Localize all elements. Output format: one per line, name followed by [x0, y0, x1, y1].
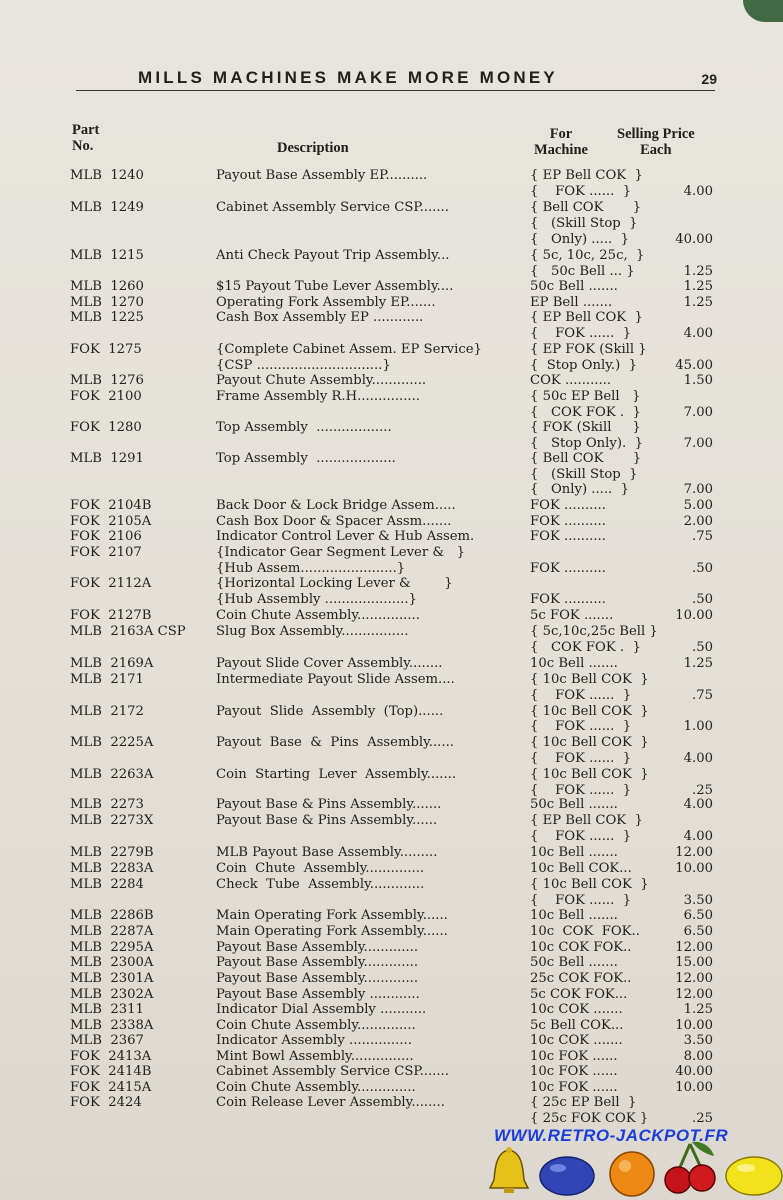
machine-type: FOK ..........: [530, 514, 606, 529]
part-number: MLB 2287A: [70, 924, 154, 939]
part-number: MLB 1270: [70, 295, 144, 310]
part-number: MLB 1215: [70, 248, 144, 263]
unit-price: .50: [692, 592, 713, 607]
machine-type: { Bell COK }: [530, 451, 642, 466]
machine-type: { 10c Bell COK }: [530, 704, 649, 719]
unit-price: .25: [692, 1111, 713, 1126]
part-number: MLB 1276: [70, 373, 144, 388]
part-number: MLB 2172: [70, 704, 144, 719]
part-number: FOK 2106: [70, 529, 142, 544]
part-number: FOK 2100: [70, 389, 142, 404]
unit-price: 5.00: [683, 498, 713, 513]
machine-type: { 10c Bell COK }: [530, 877, 649, 892]
unit-price: 12.00: [675, 940, 713, 955]
part-description: Payout Base Assembly.............: [216, 940, 419, 955]
machine-type: { 50c EP Bell }: [530, 389, 641, 404]
part-description: Payout Base Assembly EP..........: [216, 168, 428, 183]
machine-type: { 25c EP Bell }: [530, 1095, 637, 1110]
part-number: MLB 2263A: [70, 767, 154, 782]
part-number: MLB 2273X: [70, 813, 154, 828]
machine-type: 10c COK FOK..: [530, 924, 640, 939]
part-number: MLB 2171: [70, 672, 144, 687]
unit-price: 40.00: [675, 1064, 713, 1079]
machine-type: 10c Bell .......: [530, 845, 618, 860]
machine-type: { Stop Only). }: [530, 436, 643, 451]
part-number: FOK 1280: [70, 420, 142, 435]
part-description: Cabinet Assembly Service CSP.......: [216, 1064, 449, 1079]
machine-type: { 10c Bell COK }: [530, 735, 649, 750]
part-description: Cash Box Assembly EP ............: [216, 310, 424, 325]
part-number: MLB 2300A: [70, 955, 154, 970]
unit-price: 45.00: [675, 358, 713, 373]
unit-price: 6.50: [683, 924, 713, 939]
part-number: MLB 2284: [70, 877, 144, 892]
part-description: Payout Slide Cover Assembly........: [216, 656, 443, 671]
unit-price: .75: [692, 529, 713, 544]
machine-type: { 10c Bell COK }: [530, 767, 649, 782]
part-number: FOK 2107: [70, 545, 142, 560]
part-description: MLB Payout Base Assembly.........: [216, 845, 438, 860]
part-description: Payout Base & Pins Assembly......: [216, 735, 454, 750]
machine-type: { FOK ...... }: [530, 893, 632, 908]
machine-type: { FOK ...... }: [530, 326, 632, 341]
unit-price: 12.00: [675, 845, 713, 860]
machine-type: { Only) ..... }: [530, 482, 630, 497]
unit-price: 8.00: [683, 1049, 713, 1064]
part-description: Indicator Control Lever & Hub Assem.: [216, 529, 475, 544]
unit-price: 10.00: [675, 1018, 713, 1033]
unit-price: .50: [692, 561, 713, 576]
machine-type: { Stop Only.) }: [530, 358, 638, 373]
machine-type: { Only) ..... }: [530, 232, 630, 247]
column-header-description: Description: [277, 140, 349, 156]
part-number: MLB 1291: [70, 451, 144, 466]
unit-price: 4.00: [683, 797, 713, 812]
unit-price: 7.00: [683, 405, 713, 420]
part-number: MLB 2169A: [70, 656, 154, 671]
part-number: FOK 2105A: [70, 514, 152, 529]
machine-type: FOK ..........: [530, 498, 606, 513]
machine-type: { EP Bell COK }: [530, 813, 643, 828]
part-number: MLB 2311: [70, 1002, 144, 1017]
unit-price: 4.00: [683, 184, 713, 199]
part-number: MLB 1225: [70, 310, 144, 325]
machine-type: FOK ..........: [530, 529, 606, 544]
machine-type: 5c Bell COK...: [530, 1018, 624, 1033]
header-title: MILLS MACHINES MAKE MORE MONEY: [138, 68, 558, 87]
part-description: Main Operating Fork Assembly......: [216, 908, 448, 923]
machine-type: { COK FOK . }: [530, 640, 641, 655]
machine-type: 10c FOK ......: [530, 1080, 618, 1095]
machine-type: EP Bell .......: [530, 295, 613, 310]
machine-type: 25c COK FOK..: [530, 971, 632, 986]
unit-price: 3.50: [683, 893, 713, 908]
part-description: Frame Assembly R.H...............: [216, 389, 420, 404]
part-description: Cash Box Door & Spacer Assm.......: [216, 514, 452, 529]
part-description: Coin Chute Assembly...............: [216, 608, 420, 623]
unit-price: 12.00: [675, 971, 713, 986]
column-header-price: Selling Price Each: [617, 126, 695, 158]
machine-type: { COK FOK . }: [530, 405, 641, 420]
machine-type: { FOK ...... }: [530, 829, 632, 844]
machine-type: { (Skill Stop }: [530, 467, 638, 482]
machine-type: { FOK ...... }: [530, 184, 632, 199]
part-description: Mint Bowl Assembly...............: [216, 1049, 414, 1064]
part-description: {Horizontal Locking Lever & }: [216, 576, 453, 591]
machine-type: 10c FOK ......: [530, 1049, 618, 1064]
part-description: {Indicator Gear Segment Lever & }: [216, 545, 466, 560]
part-description: Payout Slide Assembly (Top)......: [216, 704, 444, 719]
part-number: MLB 2225A: [70, 735, 154, 750]
unit-price: 15.00: [675, 955, 713, 970]
machine-type: 50c Bell .......: [530, 955, 618, 970]
part-description: Operating Fork Assembly EP.......: [216, 295, 436, 310]
part-number: MLB 2163A CSP: [70, 624, 186, 639]
machine-type: FOK ..........: [530, 592, 606, 607]
page-number: 29: [701, 71, 717, 87]
machine-type: { 10c Bell COK }: [530, 672, 649, 687]
part-description: Coin Release Lever Assembly........: [216, 1095, 445, 1110]
part-description: Intermediate Payout Slide Assem....: [216, 672, 455, 687]
machine-type: 10c FOK ......: [530, 1064, 618, 1079]
bell-icon: [484, 1146, 534, 1198]
unit-price: 1.25: [683, 264, 713, 279]
part-description: {CSP ..............................}: [216, 358, 391, 373]
lemon-icon: [722, 1154, 783, 1198]
machine-type: { Bell COK }: [530, 200, 642, 215]
machine-type: { FOK ...... }: [530, 783, 632, 798]
part-description: Payout Base Assembly ............: [216, 987, 420, 1002]
part-number: FOK 2104B: [70, 498, 152, 513]
unit-price: 3.50: [683, 1033, 713, 1048]
machine-type: { 5c, 10c, 25c, }: [530, 248, 645, 263]
part-description: Payout Base Assembly.............: [216, 955, 419, 970]
part-description: Indicator Dial Assembly ...........: [216, 1002, 427, 1017]
unit-price: 1.25: [683, 295, 713, 310]
part-description: Top Assembly ...................: [216, 451, 396, 466]
unit-price: 12.00: [675, 987, 713, 1002]
part-number: MLB 2279B: [70, 845, 154, 860]
machine-type: { EP Bell COK }: [530, 310, 643, 325]
unit-price: 4.00: [683, 326, 713, 341]
machine-type: 50c Bell .......: [530, 279, 618, 294]
unit-price: 4.00: [683, 751, 713, 766]
footer-url[interactable]: WWW.RETRO-JACKPOT.FR: [494, 1126, 729, 1145]
unit-price: 6.50: [683, 908, 713, 923]
unit-price: 10.00: [675, 861, 713, 876]
machine-type: { EP FOK (Skill }: [530, 342, 647, 357]
unit-price: 7.00: [683, 482, 713, 497]
part-number: MLB 2301A: [70, 971, 154, 986]
unit-price: 10.00: [675, 1080, 713, 1095]
unit-price: 40.00: [675, 232, 713, 247]
part-description: Top Assembly ..................: [216, 420, 392, 435]
machine-type: { 5c,10c,25c Bell }: [530, 624, 658, 639]
unit-price: 1.00: [683, 719, 713, 734]
unit-price: 1.25: [683, 1002, 713, 1017]
part-number: FOK 2415A: [70, 1080, 152, 1095]
part-number: FOK 2112A: [70, 576, 152, 591]
part-number: MLB 2286B: [70, 908, 154, 923]
page-corner-decoration: [743, 0, 783, 22]
unit-price: 4.00: [683, 829, 713, 844]
machine-type: 10c Bell .......: [530, 908, 618, 923]
unit-price: .75: [692, 688, 713, 703]
unit-price: .50: [692, 640, 713, 655]
machine-type: { 50c Bell ... }: [530, 264, 635, 279]
part-number: MLB 1249: [70, 200, 144, 215]
part-description: Coin Chute Assembly..............: [216, 1018, 416, 1033]
part-description: Main Operating Fork Assembly......: [216, 924, 448, 939]
machine-type: 5c FOK .......: [530, 608, 614, 623]
part-description: Payout Base Assembly.............: [216, 971, 419, 986]
machine-type: { FOK ...... }: [530, 751, 632, 766]
part-description: Cabinet Assembly Service CSP.......: [216, 200, 449, 215]
unit-price: 10.00: [675, 608, 713, 623]
machine-type: { FOK (Skill }: [530, 420, 641, 435]
machine-type: { 25c FOK COK }: [530, 1111, 649, 1126]
unit-price: 2.00: [683, 514, 713, 529]
machine-type: 5c COK FOK...: [530, 987, 628, 1002]
part-description: Slug Box Assembly................: [216, 624, 409, 639]
column-header-part: Part No.: [72, 122, 100, 154]
orange-icon: [607, 1148, 657, 1198]
part-description: Indicator Assembly ...............: [216, 1033, 412, 1048]
part-description: $15 Payout Tube Lever Assembly....: [216, 279, 454, 294]
part-number: MLB 2283A: [70, 861, 154, 876]
part-number: FOK 2424: [70, 1095, 142, 1110]
machine-type: 10c COK FOK..: [530, 940, 632, 955]
part-description: Payout Base & Pins Assembly......: [216, 813, 438, 828]
machine-type: COK ...........: [530, 373, 612, 388]
column-header-machine: For Machine: [534, 126, 588, 158]
cherry-icon: [662, 1140, 718, 1200]
part-number: MLB 2338A: [70, 1018, 154, 1033]
page-header: [76, 68, 715, 91]
unit-price: 1.25: [683, 656, 713, 671]
unit-price: 7.00: [683, 436, 713, 451]
part-description: Payout Base & Pins Assembly.......: [216, 797, 442, 812]
part-number: MLB 2273: [70, 797, 144, 812]
part-number: FOK 2414B: [70, 1064, 152, 1079]
machine-type: FOK ..........: [530, 561, 606, 576]
part-description: {Complete Cabinet Assem. EP Service}: [216, 342, 482, 357]
part-description: Check Tube Assembly.............: [216, 877, 425, 892]
part-description: Anti Check Payout Trip Assembly...: [216, 248, 450, 263]
machine-type: { FOK ...... }: [530, 719, 632, 734]
part-description: {Hub Assembly ....................}: [216, 592, 417, 607]
part-number: FOK 1275: [70, 342, 142, 357]
part-number: MLB 2302A: [70, 987, 154, 1002]
part-number: FOK 2127B: [70, 608, 152, 623]
unit-price: 1.50: [683, 373, 713, 388]
machine-type: 50c Bell .......: [530, 797, 618, 812]
part-description: Payout Chute Assembly.............: [216, 373, 427, 388]
machine-type: { (Skill Stop }: [530, 216, 638, 231]
part-description: Coin Starting Lever Assembly.......: [216, 767, 457, 782]
plum-icon: [538, 1152, 596, 1196]
machine-type: { EP Bell COK }: [530, 168, 643, 183]
part-description: Back Door & Lock Bridge Assem.....: [216, 498, 456, 513]
unit-price: .25: [692, 783, 713, 798]
part-number: MLB 1240: [70, 168, 144, 183]
part-description: Coin Chute Assembly..............: [216, 861, 425, 876]
machine-type: 10c Bell COK...: [530, 861, 632, 876]
part-number: MLB 1260: [70, 279, 144, 294]
unit-price: 1.25: [683, 279, 713, 294]
part-number: FOK 2413A: [70, 1049, 152, 1064]
machine-type: 10c COK .......: [530, 1002, 623, 1017]
machine-type: 10c COK .......: [530, 1033, 623, 1048]
machine-type: { FOK ...... }: [530, 688, 632, 703]
part-number: MLB 2295A: [70, 940, 154, 955]
part-number: MLB 2367: [70, 1033, 144, 1048]
part-description: {Hub Assem.......................}: [216, 561, 406, 576]
machine-type: 10c Bell .......: [530, 656, 618, 671]
part-description: Coin Chute Assembly..............: [216, 1080, 416, 1095]
